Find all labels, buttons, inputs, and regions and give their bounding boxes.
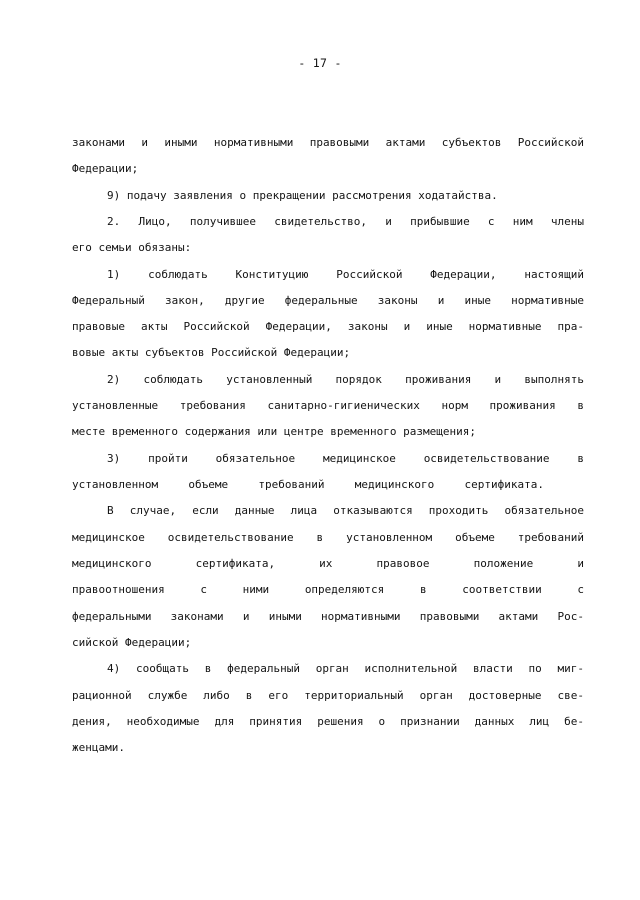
text-line: 9) подачу заявления о прекращении рассмотрения ходатайства. (107, 189, 498, 202)
text-line: рационной службе либо в его территориальный орган достоверные све- (72, 689, 584, 702)
text-line: 2. Лицо, получившее свидетельство, и прибывшие с ним члены (107, 215, 584, 228)
text-line: установленные требования санитарно-гигиенических норм проживания в (72, 399, 584, 412)
text-line: Федеральный закон, другие федеральные законы и иные нормативные (72, 294, 584, 307)
text-line: месте временного содержания или центре временного размещения; (72, 425, 476, 438)
page-number: - 17 - (298, 56, 342, 70)
text-line: медицинского сертификата, их правовое положение и (72, 557, 584, 570)
text-line: сийской Федерации; (72, 636, 192, 649)
text-line: установленном объеме требований медицинского сертификата. (72, 478, 544, 491)
text-line: 3) пройти обязательное медицинское освидетельствование в (107, 452, 584, 465)
text-line: правоотношения с ними определяются в соответствии с (72, 583, 584, 596)
text-line: правовые акты Российской Федерации, законы и иные нормативные пра- (72, 320, 584, 333)
text-line: женцами. (72, 741, 125, 754)
text-line: дения, необходимые для принятия решения о признании данных лиц бе- (72, 715, 584, 728)
text-line: федеральными законами и иными нормативными правовыми актами Рос- (72, 610, 584, 623)
text-line: его семьи обязаны: (72, 241, 192, 254)
text-line: 2) соблюдать установленный порядок проживания и выполнять (107, 373, 584, 386)
text-line: медицинское освидетельствование в установленном объеме требований (72, 531, 584, 544)
text-line: вовые акты субъектов Российской Федерации; (72, 346, 351, 359)
text-line: законами и иными нормативными правовыми актами субъектов Российской (72, 136, 584, 149)
text-line: 4) сообщать в федеральный орган исполнительной власти по миг- (107, 662, 584, 675)
text-line: В случае, если данные лица отказываются проходить обязательное (107, 504, 584, 517)
text-line: 1) соблюдать Конституцию Российской Федерации, настоящий (107, 268, 584, 281)
text-line: Федерации; (72, 162, 139, 175)
